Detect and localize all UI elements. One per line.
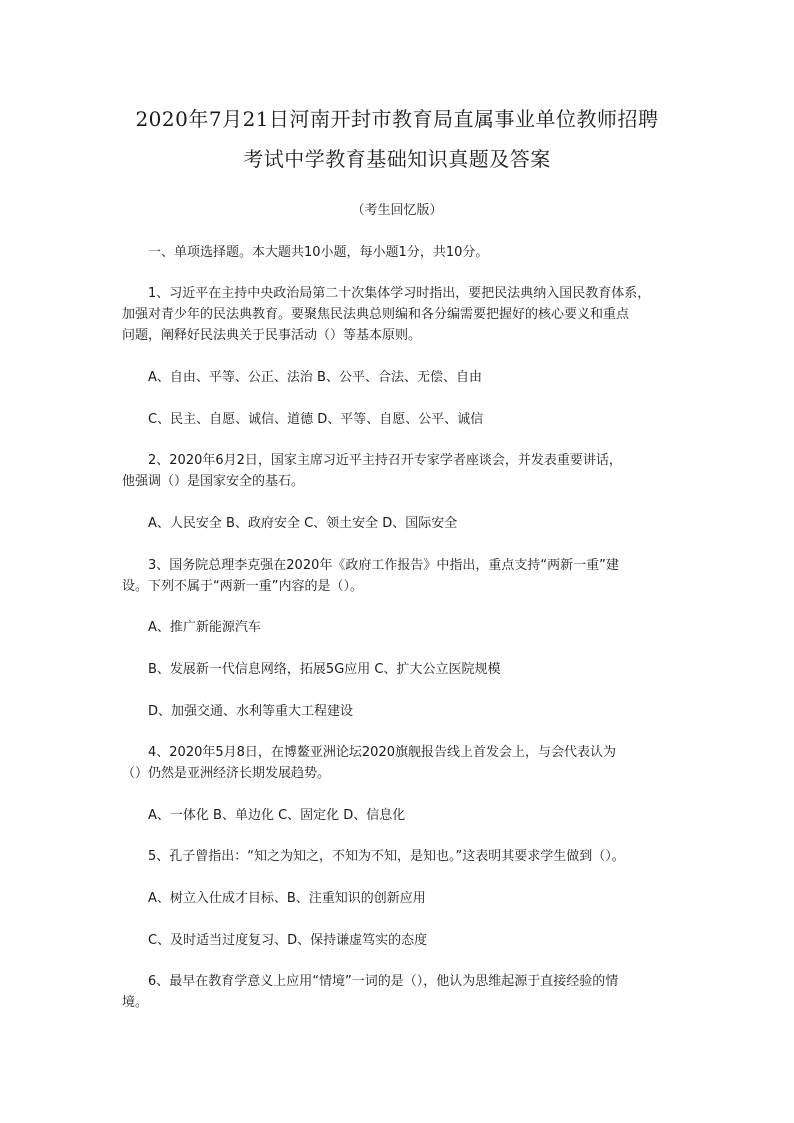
question-2-line-2: 他强调（）是国家安全的基石。 (122, 474, 305, 489)
question-4-line-1: 4、2020年5月8日，在博鳌亚洲论坛2020旗舰报告线上首发会上，与会代表认为 (148, 745, 616, 760)
question-3-option-d: D、加强交通、水利等重大工程建设 (148, 704, 354, 719)
question-5-option-cd: C、及时适当过度复习、D、保持谦虚笃实的态度 (148, 933, 428, 948)
question-1-option-ab: A、自由、平等、公正、法治 B、公平、合法、无偿、自由 (148, 370, 482, 385)
question-1-line-2: 加强对青少年的民法典教育。要聚焦民法典总则编和各分编需要把握好的核心要义和重点 (122, 307, 630, 322)
question-4-line-2: （）仍然是亚洲经济长期发展趋势。 (122, 766, 331, 781)
question-3-line-1: 3、国务院总理李克强在2020年《政府工作报告》中指出，重点支持“两新一重”建 (148, 558, 619, 573)
section-heading: 一、单项选择题。本大题共10小题，每小题1分，共10分。 (148, 245, 489, 260)
question-5-option-ab: A、树立入仕成才目标、B、注重知识的创新应用 (148, 891, 426, 906)
document-title-line-1: 2020年7月21日河南开封市教育局直属事业单位教师招聘 (135, 107, 659, 131)
question-5-line-1: 5、孔子曾指出：“知之为知之，不知为不知，是知也。”这表明其要求学生做到（）。 (148, 849, 625, 864)
question-6-line-2: 境。 (122, 995, 149, 1010)
question-2-line-1: 2、2020年6月2日，国家主席习近平主持召开专家学者座谈会，并发表重要讲话， (148, 453, 622, 468)
question-3-option-bc: B、发展新一代信息网络，拓展5G应用 C、扩大公立医院规模 (148, 662, 501, 677)
question-3-line-2: 设。下列不属于“两新一重”内容的是（）。 (122, 579, 363, 594)
question-1-line-1: 1、习近平在主持中央政治局第二十次集体学习时指出，要把民法典纳入国民教育体系， (148, 286, 651, 301)
question-4-options: A、一体化 B、单边化 C、固定化 D、信息化 (148, 808, 406, 823)
question-1-option-cd: C、民主、自愿、诚信、道德 D、平等、自愿、公平、诚信 (148, 412, 484, 427)
question-2-options: A、人民安全 B、政府安全 C、领土安全 D、国际安全 (148, 516, 458, 531)
document-title-line-2: 考试中学教育基础知识真题及答案 (243, 147, 551, 171)
question-6-line-1: 6、最早在教育学意义上应用“情境”一词的是（），他认为思维起源于直接经验的情 (148, 974, 619, 989)
question-1-line-3: 问题，阐释好民法典关于民事活动（）等基本原则。 (122, 328, 422, 343)
document-subtitle: （考生回忆版） (351, 203, 443, 218)
question-3-option-a: A、推广新能源汽车 (148, 620, 261, 635)
